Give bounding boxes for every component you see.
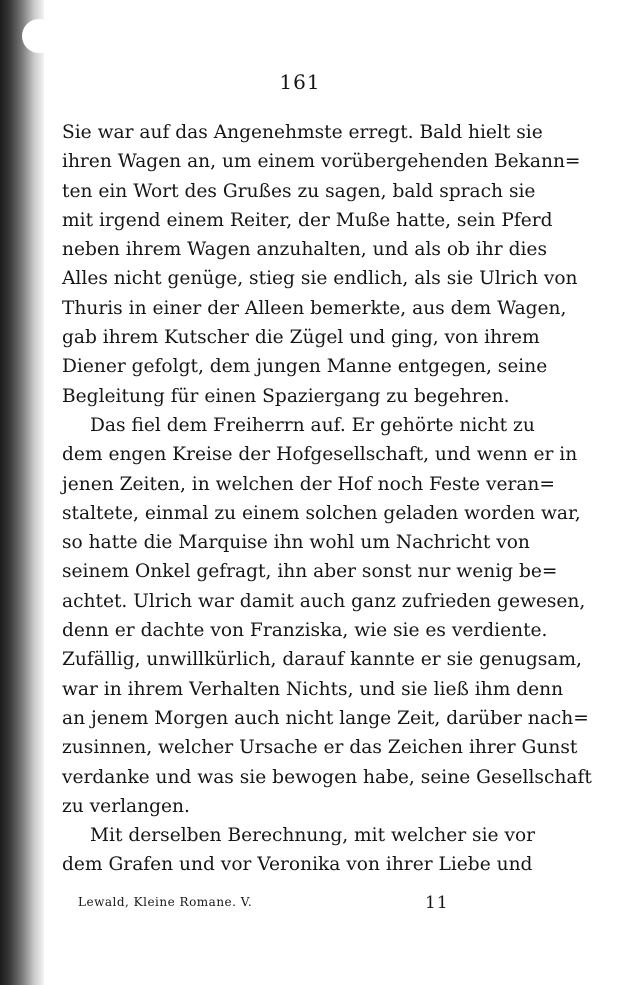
text-line: verdanke und was sie bewogen habe, seine Gesellschaft xyxy=(62,766,592,788)
text-line: Das fiel dem Freiherrn auf. Er gehörte nicht zu xyxy=(90,414,535,436)
text-line: Mit derselben Berechnung, mit welcher sie vor xyxy=(90,825,536,847)
body-text xyxy=(62,118,592,880)
text-line: gab ihrem Kutscher die Zügel und ging, von ihrem xyxy=(62,327,540,349)
text-line: jenen Zeiten, in welchen der Hof noch Feste veran= xyxy=(62,473,555,495)
text-line: zu verlangen. xyxy=(62,795,190,817)
signature-mark: 11 xyxy=(425,893,449,913)
text-line: Begleitung für einen Spaziergang zu begehren. xyxy=(62,385,510,407)
text-line: Thuris in einer der Alleen bemerkte, aus dem Wagen, xyxy=(62,297,567,319)
text-line: an jenem Morgen auch nicht lange Zeit, darüber nach= xyxy=(62,707,589,729)
text-line: Zufällig, unwillkürlich, darauf kannte er sie genugsam, xyxy=(62,649,582,671)
text-line: ten ein Wort des Grußes zu sagen, bald sprach sie xyxy=(62,180,536,202)
punch-hole xyxy=(22,19,56,53)
text-line: zusinnen, welcher Ursache er das Zeichen ihrer Gunst xyxy=(62,737,578,759)
text-line: war in ihrem Verhalten Nichts, und sie ließ ihm denn xyxy=(62,678,564,700)
text-line: Sie war auf das Angenehmste erregt. Bald hielt sie xyxy=(62,122,543,143)
text-line: Diener gefolgt, dem jungen Manne entgegen, seine xyxy=(62,356,548,378)
text-line: staltete, einmal zu einem solchen geladen worden war, xyxy=(62,502,581,524)
page-number: 161 xyxy=(279,70,321,94)
text-line: dem Grafen und vor Veronika von ihrer Liebe und xyxy=(62,854,533,876)
text-line: Alles nicht genüge, stieg sie endlich, als sie Ulrich von xyxy=(62,268,578,290)
text-line: ihren Wagen an, um einem vorübergehenden Bekann= xyxy=(62,151,581,173)
footer-title: Lewald, Kleine Romane. V. xyxy=(78,895,253,909)
text-line: denn er dachte von Franziska, wie sie es verdiente. xyxy=(62,620,548,642)
text-line: dem engen Kreise der Hofgesellschaft, und wenn er in xyxy=(62,444,578,466)
text-line: seinem Onkel gefragt, ihn aber sonst nur wenig be= xyxy=(62,561,558,583)
text-line: so hatte die Marquise ihn wohl um Nachricht von xyxy=(62,532,530,554)
scan-shadow-edge xyxy=(0,0,44,985)
text-line: mit irgend einem Reiter, der Muße hatte, sein Pferd xyxy=(62,209,553,231)
text-line: neben ihrem Wagen anzuhalten, und als ob ihr dies xyxy=(62,239,547,261)
text-line: achtet. Ulrich war damit auch ganz zufrieden gewesen, xyxy=(62,590,586,612)
